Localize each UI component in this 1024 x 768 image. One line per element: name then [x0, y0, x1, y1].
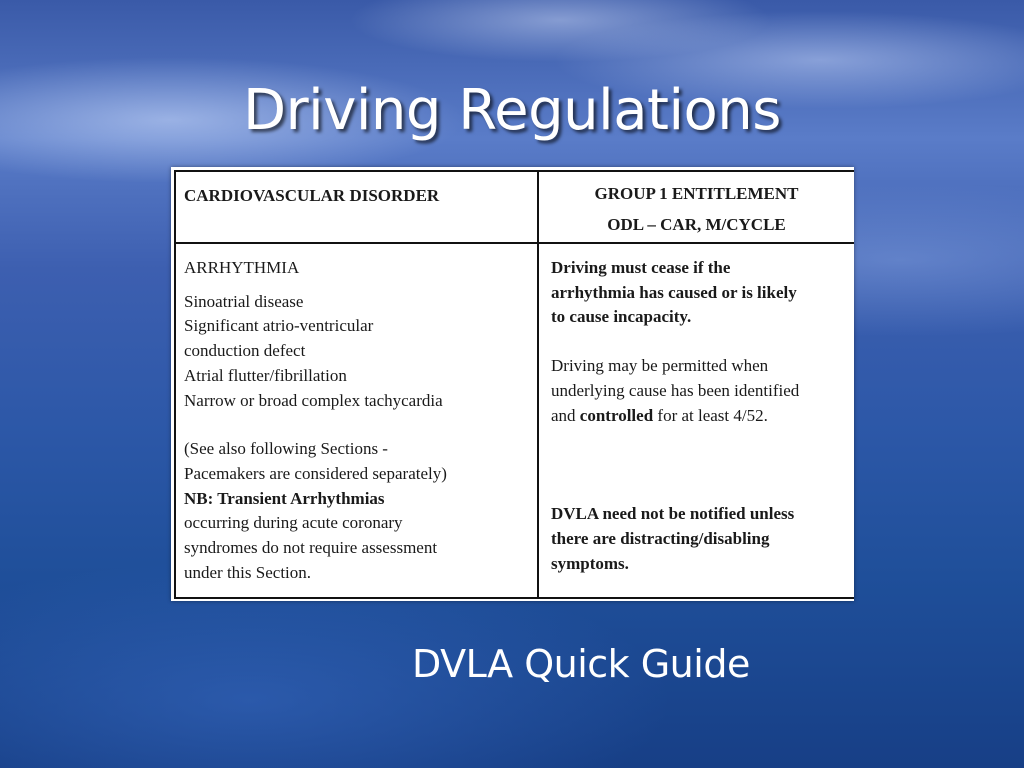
header-right-line2: ODL – CAR, M/CYCLE	[607, 215, 786, 234]
slide-title: Driving Regulations	[243, 78, 781, 143]
permit-text: Driving may be permitted when	[551, 356, 769, 376]
permit-text-last	[551, 404, 846, 429]
condition-item: Narrow or broad complex tachycardia	[184, 390, 443, 410]
regulations-table	[174, 170, 854, 599]
nb-text: syndromes do not require assessment	[184, 538, 438, 558]
header-cardiovascular-disorder: CARDIOVASCULAR DISORDER	[175, 171, 538, 243]
arrhythmia-heading: ARRHYTHMIA	[184, 258, 300, 277]
permit-controlled: controlled	[579, 405, 654, 425]
spacer	[551, 428, 846, 502]
spacer	[184, 281, 529, 290]
entitlement-cell	[538, 243, 854, 598]
nb-label: NB: Transient Arrhythmias	[184, 488, 385, 508]
table-header-row	[175, 171, 854, 243]
cease-text: to cause incapacity.	[551, 307, 692, 327]
table-body-row	[175, 243, 854, 598]
dvla-text: symptoms.	[551, 553, 629, 573]
spacer	[551, 330, 846, 354]
condition-item: Significant atrio-ventricular	[184, 316, 374, 336]
permit-tail: for at least 4/52.	[653, 405, 768, 425]
regulations-table-image	[171, 167, 854, 601]
cease-text: Driving must cease if the	[551, 258, 731, 277]
see-also-note: Pacemakers are considered separately)	[184, 463, 447, 483]
dvla-text: there are distracting/disabling	[551, 528, 770, 548]
condition-item: Sinoatrial disease	[184, 291, 304, 311]
permit-text: underlying cause has been identified	[551, 380, 800, 400]
header-group-1-entitlement	[538, 171, 854, 243]
dvla-text: DVLA need not be notified unless	[551, 504, 795, 524]
cease-text: arrhythmia has caused or is likely	[551, 282, 797, 302]
slide-subtitle: DVLA Quick Guide	[412, 642, 750, 686]
disorder-cell	[175, 243, 538, 598]
nb-text: occurring during acute coronary	[184, 513, 403, 533]
nb-text: under this Section.	[184, 562, 312, 582]
see-also-note: (See also following Sections -	[184, 439, 388, 459]
condition-item: Atrial flutter/fibrillation	[184, 365, 347, 385]
spacer	[184, 413, 529, 437]
header-right-line1: GROUP 1 ENTITLEMENT	[594, 184, 799, 203]
permit-and: and	[551, 405, 580, 425]
condition-item: conduction defect	[184, 341, 306, 361]
